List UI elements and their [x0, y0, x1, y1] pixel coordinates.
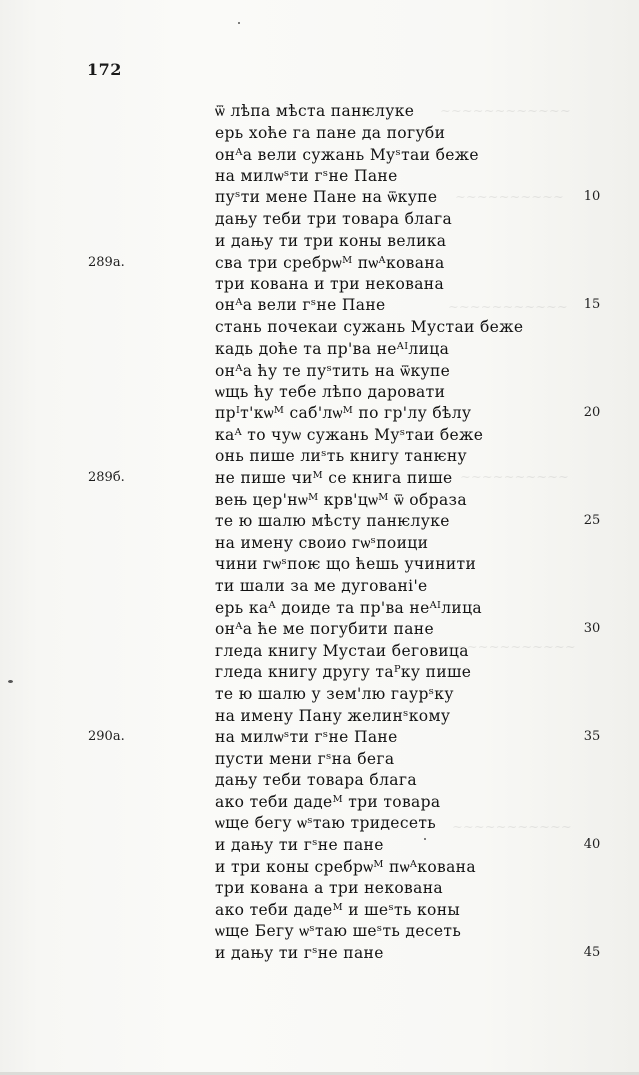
bleed-through-text: ~~~~~~~~~~~~ [445, 640, 576, 655]
verse-line: гледа книгу Мустаи беговица [215, 642, 469, 660]
verse-line: кадь доће та пр'ва неᴬᴵлица [215, 340, 450, 358]
verse-line: пусти мени гˢна бега [215, 750, 395, 768]
bleed-through-text: ~~~~~~~~~~~~ [440, 104, 571, 119]
verse-line: три кована а три некована [215, 879, 443, 897]
verse-line: ѿ лѣпа мѣста панѥлуке [215, 102, 415, 120]
verse-line: и дању ти три коны велика [215, 232, 447, 250]
verse-line: ти шали за ме дуговані'е [215, 577, 428, 595]
verse-line: дању теби три товара блага [215, 210, 453, 228]
bleed-through-text: ~~~~~~~~~~ [455, 190, 564, 205]
bleed-through-text: ~~~~~~~~~~~ [448, 300, 568, 315]
verse-line: те ю шалю мѣсту панѥлуке [215, 512, 450, 530]
verse-line: каᴬ то чуѡ сужань Муˢтаи беже [215, 426, 484, 444]
bleed-through-text: ~~~~~~~~~~~ [452, 820, 572, 835]
ink-speck [8, 680, 13, 683]
line-number: 30 [583, 621, 601, 636]
verse-line: онᴬа вели гˢне Пане [215, 296, 386, 314]
verse-line: ако теби дадеᴹ и шеˢть коны [215, 901, 461, 919]
verse-line: ѡще бегу ѡˢтаю тридесеть [215, 814, 437, 832]
verse-line: онᴬа вели сужань Муˢтаи беже [215, 146, 479, 164]
verse-line: и три коны сребрѡᴹ пѡᴬкована [215, 858, 476, 876]
verse-line: на милѡˢти гˢне Пане [215, 728, 398, 746]
verse-line: ѡще Бегу ѡˢтаю шеˢть десеть [215, 922, 462, 940]
line-number: 45 [583, 945, 601, 960]
folio-marker: 290a. [88, 729, 125, 744]
verse-line: на имену своио гѡˢпоици [215, 534, 429, 552]
verse-line: сва три сребрѡᴹ пѡᴬкована [215, 254, 445, 272]
verse-line: онᴬа ћу те пуˢтить на ѿкупе [215, 362, 451, 380]
verse-line: не пише чиᴹ се книга пише [215, 469, 453, 487]
verse-line: и дању ти гˢне пане [215, 944, 384, 962]
verse-line: прᴵт'кѡᴹ саб'лѡᴹ по гр'лу бѣлу [215, 404, 472, 422]
line-number: 20 [583, 405, 601, 420]
verse-line: гледа книгу другу таᴾку пише [215, 663, 472, 681]
verse-line: ѡщь ћу тебе лѣпо даровати [215, 383, 446, 401]
ink-speck [424, 838, 426, 840]
verse-line: стань почекаи сужань Мустаи беже [215, 318, 524, 336]
verse-line: вењ цер'нѡᴹ крв'цѡᴹ ѿ образа [215, 491, 467, 509]
verse-line: ако теби дадеᴹ три товара [215, 793, 441, 811]
line-number: 35 [583, 729, 601, 744]
folio-marker: 289б. [88, 470, 125, 485]
line-number: 15 [583, 297, 601, 312]
verse-line: пуˢти мене Пане на ѿкупе [215, 188, 438, 206]
verse-line: те ю шалю у зем'лю гаурˢку [215, 685, 454, 703]
line-number: 25 [583, 513, 601, 528]
folio-marker: 289a. [88, 255, 125, 270]
verse-line: три кована и три некована [215, 275, 445, 293]
verse-line: онᴬа ће ме погубити пане [215, 620, 434, 638]
verse-line: дању теби товара блага [215, 771, 417, 789]
verse-line: ерь хоће га пане да погуби [215, 124, 446, 142]
verse-line: онь пише лиˢть книгу танѥну [215, 447, 468, 465]
line-number: 40 [583, 837, 601, 852]
page-number: 172 [87, 60, 122, 79]
verse-line: на имену Пану желинˢкому [215, 707, 451, 725]
verse-line: и дању ти гˢне пане [215, 836, 384, 854]
verse-line: чини гѡˢпоѥ що ћешь учинити [215, 555, 477, 573]
ink-speck [238, 22, 240, 24]
bleed-through-text: ~~~~~~~~~~ [460, 470, 569, 485]
line-number: 10 [583, 189, 601, 204]
verse-line: ерь каᴬ доиде та пр'ва неᴬᴵлица [215, 599, 483, 617]
verse-line: на милѡˢти гˢне Пане [215, 167, 398, 185]
